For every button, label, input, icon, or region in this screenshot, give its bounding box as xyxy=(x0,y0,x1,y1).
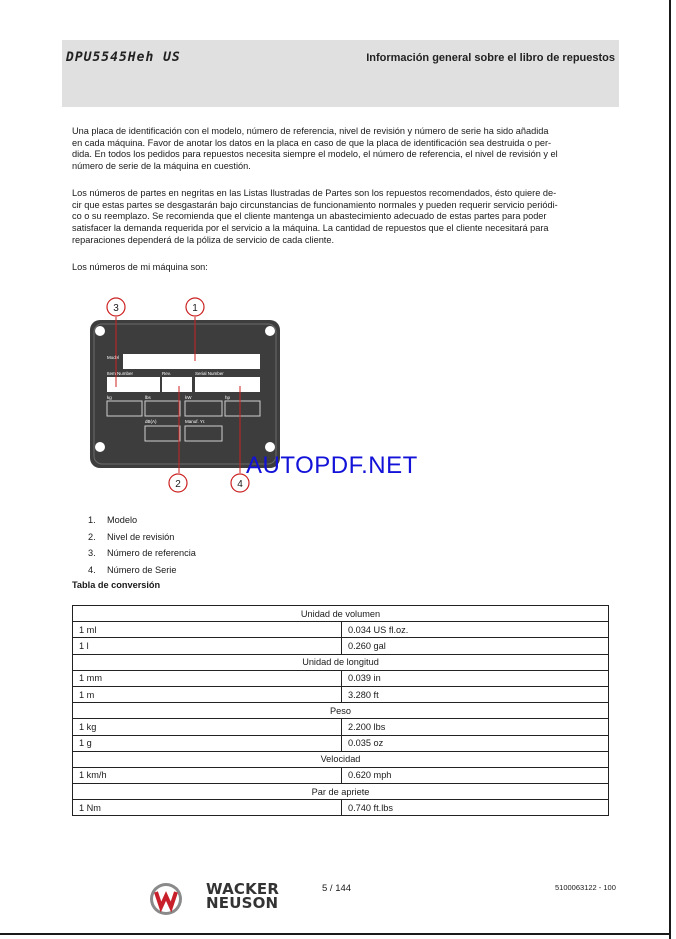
legend-item xyxy=(88,564,196,581)
legend-number: 2. xyxy=(88,531,96,542)
text-line: reparaciones dependerá de la póliza de servicio de cada cliente. xyxy=(72,234,335,245)
table-cell-metric: 1 g xyxy=(73,735,342,751)
page-header xyxy=(62,40,619,107)
text-line: en cada máquina. Favor de anotar los datos en la placa en caso de que la placa de identificación sea destruida o per- xyxy=(72,137,552,148)
mount-hole-icon xyxy=(265,442,275,452)
plate-body xyxy=(90,320,280,468)
section-heading: Peso xyxy=(73,703,609,719)
legend-list xyxy=(88,514,196,580)
label-lbs: lbs xyxy=(145,395,151,400)
section-heading: Unidad de longitud xyxy=(73,654,609,670)
section-heading: Velocidad xyxy=(73,751,609,767)
table-section-row xyxy=(73,703,609,719)
legend-label: Modelo xyxy=(107,515,138,525)
section-heading: Par de apriete xyxy=(73,784,609,800)
brand-line-2: NEUSON xyxy=(206,894,279,912)
table-section-row xyxy=(73,751,609,767)
table-row xyxy=(73,670,609,686)
conversion-table-title: Tabla de conversión xyxy=(72,580,161,590)
table-row xyxy=(73,622,609,638)
table-cell-metric: 1 km/h xyxy=(73,767,342,783)
section-heading: Unidad de volumen xyxy=(73,606,609,622)
label-kg: kg xyxy=(107,395,112,400)
section-title: Información general sobre el libro de repuestos xyxy=(366,52,615,64)
text-line: cir que estas partes se desgastarán bajo circunstancias de funcionamiento normales y pueden requerir servicio periódi- xyxy=(72,199,558,210)
label-hp: hp xyxy=(225,395,231,400)
table-cell-imperial: 0.039 in xyxy=(342,670,609,686)
wacker-neuson-logo-icon xyxy=(149,882,183,921)
mount-hole-icon xyxy=(265,326,275,336)
paragraph-parts xyxy=(72,188,612,247)
paragraph-nameplate xyxy=(72,126,612,173)
legend-number: 4. xyxy=(88,564,96,575)
callout-2-number: 2 xyxy=(175,479,181,490)
table-row xyxy=(73,735,609,751)
paragraph-my-numbers: Los números de mi máquina son: xyxy=(72,262,208,272)
model-name: DPU5545Heh US xyxy=(66,50,181,65)
text-line: co o su reemplazo. Se recomienda que el cliente mantenga un abastecimiento adecuado de estas partes para poder xyxy=(72,211,547,222)
table-cell-imperial: 0.035 oz xyxy=(342,735,609,751)
label-item-number: Item Number xyxy=(107,371,134,376)
table-section-row xyxy=(73,784,609,800)
table-cell-imperial: 0.260 gal xyxy=(342,638,609,654)
legend-label: Nivel de revisión xyxy=(107,531,175,542)
table-row xyxy=(73,767,609,783)
mount-hole-icon xyxy=(95,442,105,452)
mount-hole-icon xyxy=(95,326,105,336)
table-section-row xyxy=(73,654,609,670)
page-edge-bottom xyxy=(0,933,671,935)
legend-item xyxy=(88,514,196,531)
table-cell-imperial: 0.740 ft.lbs xyxy=(342,800,609,816)
label-rev: Rev. xyxy=(162,371,171,376)
text-line: dida. En todos los pedidos para repuestos necesita siempre el modelo, el número de referencia, el nivel de revisión y el xyxy=(72,149,558,160)
table-cell-metric: 1 mm xyxy=(73,670,342,686)
legend-label: Número de referencia xyxy=(107,548,196,558)
conversion-table xyxy=(72,605,609,816)
field-item-number xyxy=(107,377,160,392)
callout-3-number: 3 xyxy=(113,303,119,314)
label-model: Model xyxy=(107,355,120,360)
table-section-row xyxy=(73,606,609,622)
table-cell-imperial: 2.200 lbs xyxy=(342,719,609,735)
page-number: 5 / 144 xyxy=(322,883,352,894)
table-cell-metric: 1 m xyxy=(73,686,342,702)
document-number: 5100063122 - 100 xyxy=(555,883,616,892)
label-serial-number: Serial Number xyxy=(195,371,224,376)
field-serial-number xyxy=(195,377,260,392)
legend-item xyxy=(88,547,196,564)
table-cell-metric: 1 Nm xyxy=(73,800,342,816)
legend-label: Número de Serie xyxy=(107,564,177,575)
table-row xyxy=(73,800,609,816)
field-rev xyxy=(162,377,192,392)
text-line: número de serie de la máquina en cuestión. xyxy=(72,161,251,172)
table-row xyxy=(73,638,609,654)
table-cell-metric: 1 kg xyxy=(73,719,342,735)
table-cell-metric: 1 l xyxy=(73,638,342,654)
callout-1-number: 1 xyxy=(192,303,198,314)
page-edge-right xyxy=(669,0,671,939)
callout-4-number: 4 xyxy=(237,479,243,490)
table-cell-imperial: 0.034 US fl.oz. xyxy=(342,622,609,638)
text-line: Una placa de identificación con el modelo, número de referencia, nivel de revisión y número de serie ha sido añadida xyxy=(72,126,549,136)
text-line: Los números de partes en negritas en las Listas Ilustradas de Partes son los repuestos recomendados, ésto quiere de- xyxy=(72,188,557,198)
label-kw: kW xyxy=(185,395,192,400)
brand-line-1: WACKER xyxy=(206,880,280,898)
watermark: AUTOPDF.NET xyxy=(246,452,418,479)
legend-number: 1. xyxy=(88,515,96,525)
label-manuf-year: Manuf. Yr. xyxy=(185,419,206,424)
legend-item xyxy=(88,531,196,548)
text-line: satisfacer la demanda requerida por el servicio a la máquina. La cantidad de repuestos que el cliente necesitará para xyxy=(72,223,549,234)
table-cell-metric: 1 ml xyxy=(73,622,342,638)
table-row xyxy=(73,686,609,702)
brand-wordmark xyxy=(206,882,279,910)
table-row xyxy=(73,719,609,735)
field-model xyxy=(123,354,260,369)
legend-number: 3. xyxy=(88,548,96,558)
table-cell-imperial: 3.280 ft xyxy=(342,686,609,702)
label-dba: dB(A) xyxy=(145,419,157,424)
table-cell-imperial: 0.620 mph xyxy=(342,767,609,783)
